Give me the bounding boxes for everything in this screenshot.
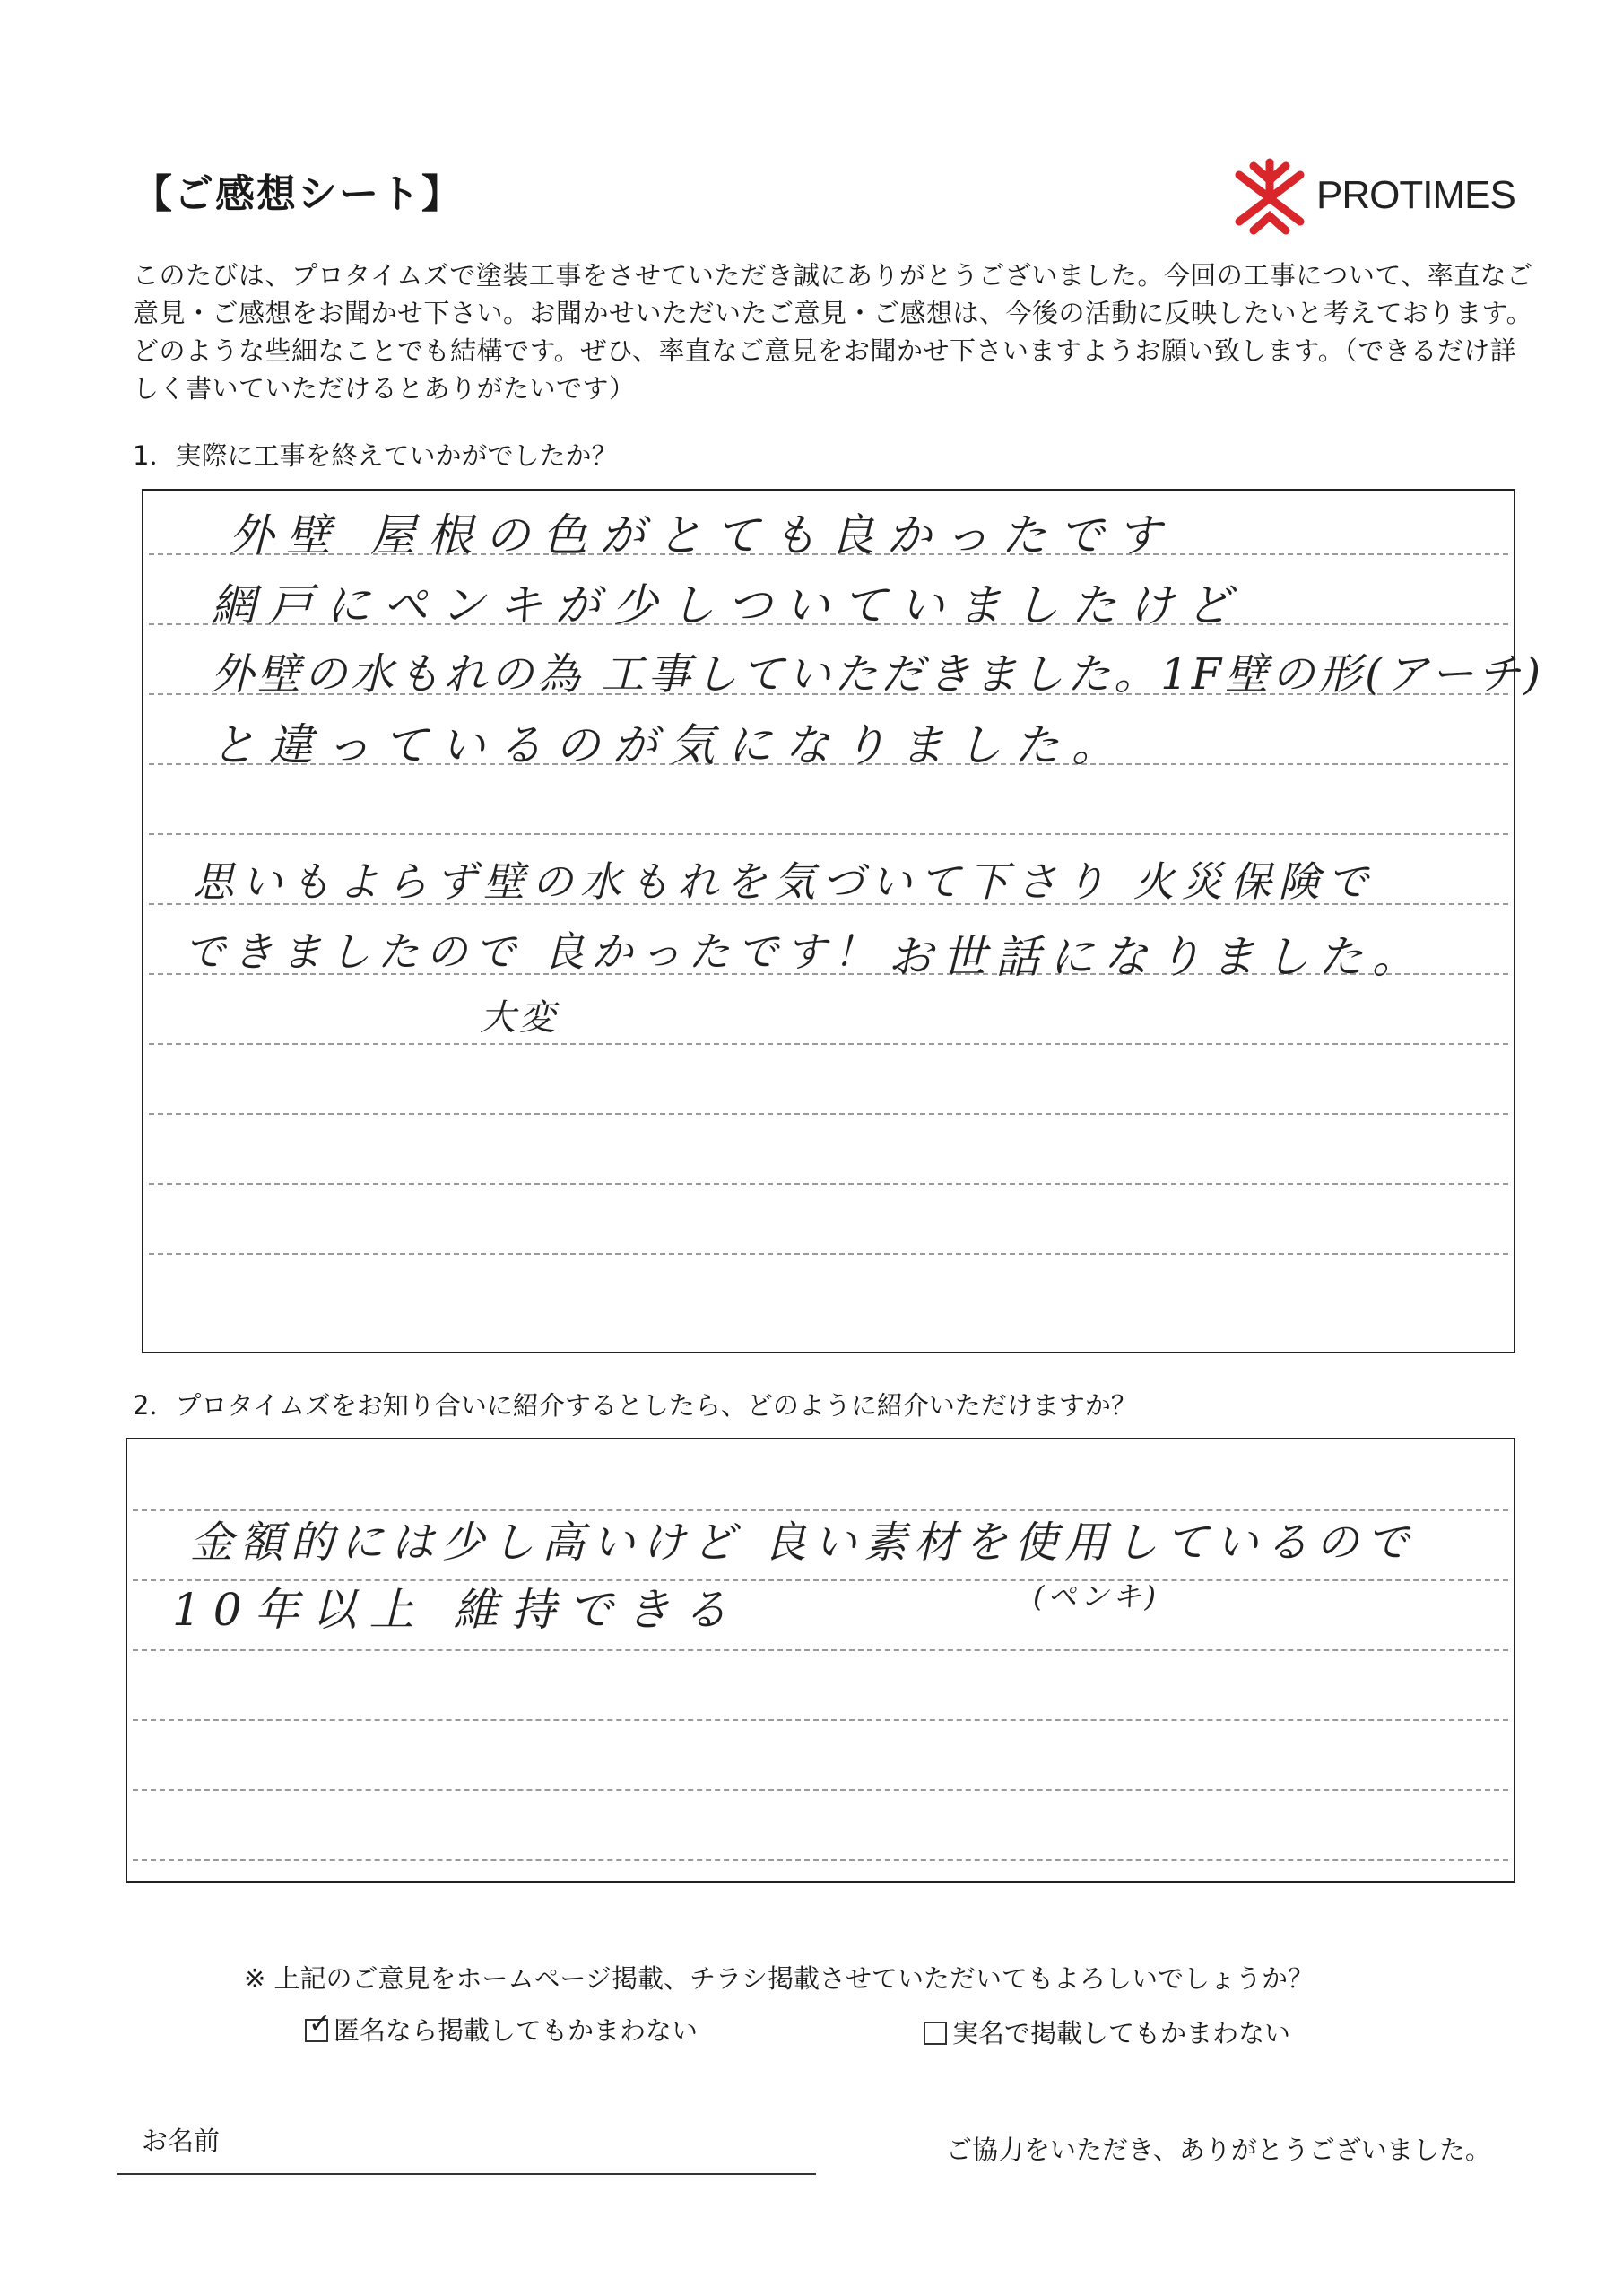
option-anonymous-label: 匿名なら掲載してもかまわない bbox=[334, 2015, 699, 2046]
answer-box-1 bbox=[142, 489, 1545, 1353]
handwritten-line: 金額的には少し高いけど 良い素材を使用しているので bbox=[190, 1518, 1417, 1568]
handwritten-line: 思いもよらず壁の水もれを気づいて下さり 火災保険で bbox=[193, 857, 1376, 906]
name-label: お名前 bbox=[142, 2126, 221, 2156]
answer-box-2 bbox=[126, 1438, 1515, 1883]
handwritten-annotation: (ペンキ) bbox=[1033, 1579, 1159, 1613]
protimes-logo-icon bbox=[1227, 157, 1313, 238]
question-2: 2．プロタイムズをお知り合いに紹介するとしたら、どのように紹介いただけますか？ bbox=[133, 1390, 1137, 1421]
handwritten-line: お世話になりました。 bbox=[888, 931, 1426, 983]
handwritten-line: できましたので 良かったです！ bbox=[184, 927, 882, 976]
thanks-text: ご協力をいただき、ありがとうございました。 bbox=[946, 2135, 1491, 2165]
handwritten-line: と違っているのが気になりました。 bbox=[211, 719, 1129, 771]
publish-consent-question: ※ 上記のご意見をホームページ掲載、チラシ掲載させていただいてもよろしいでしょうか？ bbox=[244, 1963, 1314, 1994]
handwritten-line: 10年以上 維持できる bbox=[172, 1584, 741, 1636]
checkmark-icon: ✓ bbox=[308, 2008, 332, 2039]
anonymous-checkbox[interactable] bbox=[305, 2008, 332, 2042]
option-realname[interactable] bbox=[924, 2013, 1290, 2050]
handwritten-line: 外壁 屋根の色がとても良かったです bbox=[229, 509, 1174, 561]
option-anonymous[interactable] bbox=[305, 2008, 699, 2048]
handwritten-line: 網戸にペンキが少しついていましたけど bbox=[211, 579, 1244, 631]
realname-checkbox[interactable] bbox=[924, 2022, 947, 2045]
page-title: 【ご感想シート】 bbox=[133, 171, 463, 217]
name-field[interactable] bbox=[117, 2173, 816, 2175]
intro-text: このたびは、プロタイムズで塗装工事をさせていただき誠にありがとうございました。今回の工事について、率直なご意見・ご感想をお聞かせ下さい。お聞かせいただいたご意見・ご感想は、今後の活動に反映したいと考えております。どのような些細なことでも結構です。ぜひ、率直なご意見をお聞かせ下さいますようお願い致します。（できるだけ詳しく書いていただけるとありがたいです） bbox=[133, 260, 1533, 404]
handwritten-line: 外壁の水もれの為 工事していただきました。1F壁の形(アーチ) bbox=[211, 649, 1545, 700]
brand-name: PROTIMES bbox=[1316, 173, 1515, 217]
handwritten-line: 大変 bbox=[480, 997, 559, 1039]
brand-logo bbox=[1227, 157, 1532, 238]
question-1: 1．実際に工事を終えていかがでしたか？ bbox=[133, 440, 618, 471]
option-realname-label: 実名で掲載してもかまわない bbox=[952, 2018, 1291, 2048]
